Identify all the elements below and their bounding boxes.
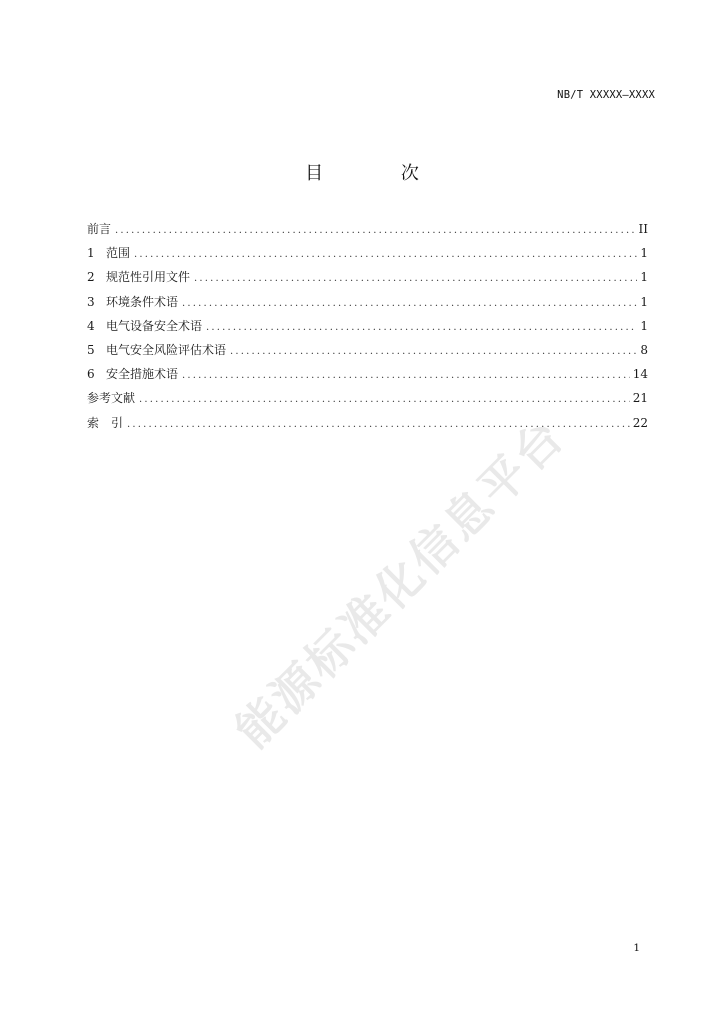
toc-entry-label: 参考文献 (87, 391, 136, 406)
dot-leader (127, 413, 630, 437)
dot-leader (230, 340, 637, 364)
toc-entry-foreword[interactable] (87, 217, 648, 241)
toc-entry-label: 安全措施术语 (106, 367, 179, 382)
toc-entry-label: 电气设备安全术语 (106, 318, 203, 333)
dot-leader (182, 364, 630, 388)
toc-entry-bibliography[interactable] (87, 386, 648, 410)
toc-entry-number: 1 (87, 246, 95, 261)
toc-title: 目 次 (305, 163, 455, 184)
toc-entry-label: 前言 (87, 222, 112, 236)
toc-entry-label: 规范性引用文件 (106, 270, 191, 285)
toc-entry-risk-assessment-terms[interactable] (87, 338, 648, 362)
toc-entry-page: 14 (632, 367, 648, 382)
toc-entry-safety-measures-terms[interactable] (87, 362, 648, 386)
toc-entry-label: 索 引 (87, 415, 124, 430)
toc-entry-label: 电气安全风险评估术语 (106, 342, 227, 357)
toc-entry-label: 范围 (106, 246, 131, 261)
watermark: 能源标准化信息平台 (225, 408, 576, 759)
toc-entry-number: 4 (87, 318, 95, 333)
toc-entry-index[interactable] (87, 411, 648, 435)
toc-entry-normative-references[interactable] (87, 265, 648, 289)
toc-entry-equipment-safety-terms[interactable] (87, 314, 648, 338)
dot-leader (206, 316, 637, 340)
dot-leader (182, 292, 637, 316)
dot-leader (115, 219, 636, 243)
toc-entry-scope[interactable] (87, 241, 648, 265)
dot-leader (139, 388, 630, 412)
table-of-contents (87, 217, 648, 435)
toc-entry-page: 8 (640, 342, 648, 357)
toc-entry-label: 环境条件术语 (106, 294, 179, 309)
toc-entry-page: II (638, 222, 648, 236)
toc-entry-number: 2 (87, 270, 95, 285)
toc-entry-page: 1 (640, 318, 648, 333)
dot-leader (194, 267, 637, 291)
toc-entry-page: 1 (640, 246, 648, 261)
toc-entry-number: 6 (87, 367, 95, 382)
toc-entry-number: 5 (87, 342, 95, 357)
toc-entry-number: 3 (87, 294, 95, 309)
toc-entry-environmental-terms[interactable] (87, 290, 648, 314)
dot-leader (134, 243, 637, 267)
toc-entry-page: 21 (632, 391, 648, 406)
toc-entry-page: 22 (632, 415, 648, 430)
toc-entry-page: 1 (640, 270, 648, 285)
page-number: 1 (633, 942, 640, 954)
toc-entry-page: 1 (640, 294, 648, 309)
standard-number: NB/T XXXXX—XXXX (557, 89, 655, 101)
